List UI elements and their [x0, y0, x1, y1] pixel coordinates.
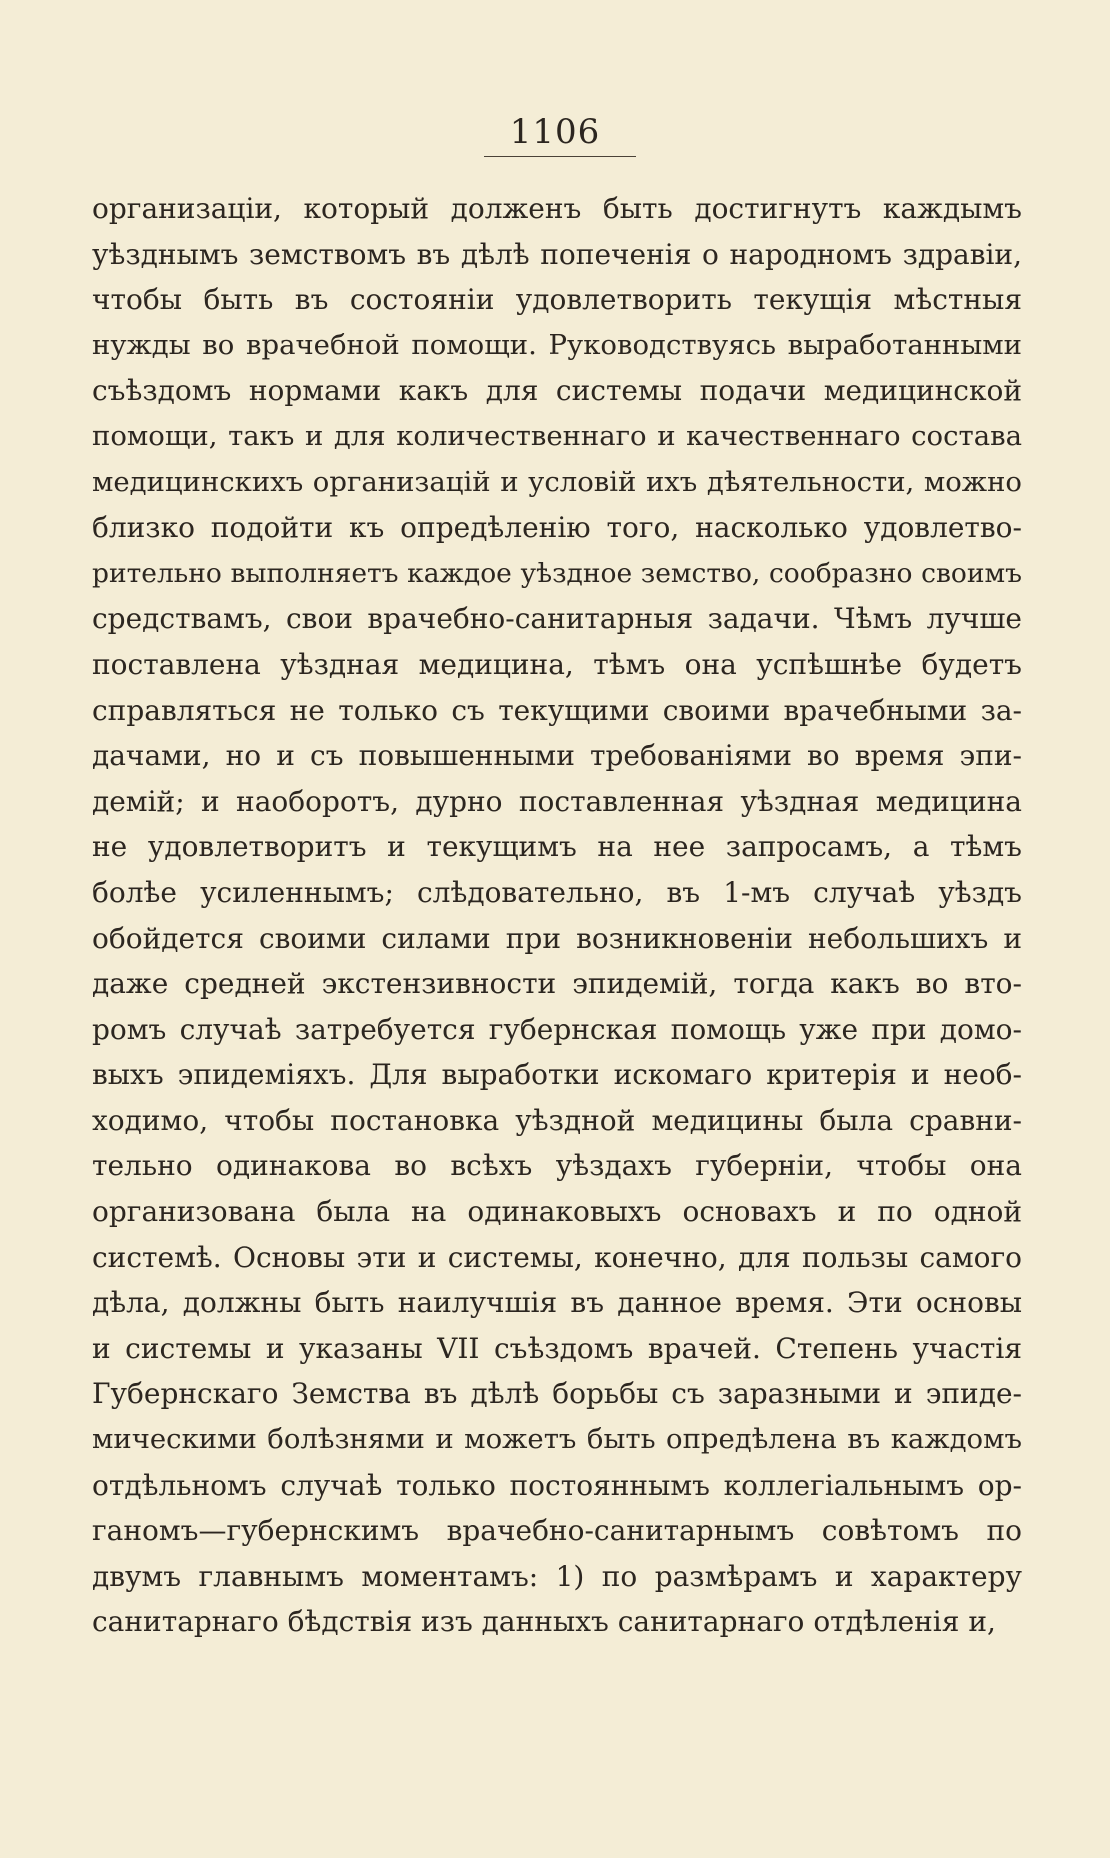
text-line: ганомъ—губернскимъ врачебно-санитарнымъ совѣтомъ по: [92, 1514, 1022, 1548]
text-line: выхъ эпидеміяхъ. Для выработки искомаго критерія и необ-: [92, 1058, 1022, 1092]
text-line: даже средней экстензивности эпидемій, тогда какъ во вто-: [92, 967, 1022, 1001]
text-line: и системы и указаны VII съѣздомъ врачей. Степень участія: [92, 1331, 1022, 1365]
text-line: ромъ случаѣ затребуется губернская помощь уже при домо-: [92, 1012, 1022, 1046]
text-line: дачами, но и съ повышенными требованіями во время эпи-: [92, 739, 1022, 773]
body-text: [92, 186, 1022, 1645]
text-line: помощи, такъ и для количественнаго и качественнаго состава: [92, 419, 1022, 452]
text-line: болѣе усиленнымъ; слѣдовательно, въ 1-мъ случаѣ уѣздъ: [92, 875, 1022, 909]
text-line: средствамъ, свои врачебно-санитарныя задачи. Чѣмъ лучше: [92, 602, 1022, 636]
text-line: чтобы быть въ состояніи удовлетворить текущія мѣстныя: [92, 283, 1022, 317]
text-line: организована была на одинаковыхъ основахъ и по одной: [92, 1195, 1022, 1229]
text-line: мическими болѣзнями и можетъ быть опредѣлена въ каждомъ: [92, 1423, 1022, 1456]
text-line: двумъ главнымъ моментамъ: 1) по размѣрамъ и характеру: [92, 1559, 1022, 1593]
text-line: демій; и наоборотъ, дурно поставленная уѣздная медицина: [92, 784, 1022, 818]
text-line: уѣзднымъ земствомъ въ дѣлѣ попеченія о народномъ здравіи,: [92, 237, 1022, 271]
text-line: рительно выполняетъ каждое уѣздное земство, сообразно своимъ: [92, 557, 1022, 589]
text-line: близко подойти къ опредѣленію того, насколько удовлетво-: [92, 511, 1022, 545]
text-line: не удовлетворитъ и текущимъ на нее запросамъ, а тѣмъ: [92, 830, 1022, 864]
text-line: санитарнаго бѣдствія изъ данныхъ санитарнаго отдѣленія и,: [92, 1605, 996, 1639]
page-number: 1106: [509, 112, 601, 152]
text-line: дѣла, должны быть наилучшія въ данное время. Эти основы: [92, 1286, 1022, 1320]
text-line: поставлена уѣздная медицина, тѣмъ она успѣшнѣе будетъ: [92, 647, 1022, 681]
text-line: отдѣльномъ случаѣ только постояннымъ коллегіальнымъ ор-: [92, 1468, 1022, 1502]
text-line: нужды во врачебной помощи. Руководствуясь выработанными: [92, 328, 1022, 361]
text-line: ходимо, чтобы постановка уѣздной медицины была сравни-: [92, 1103, 1022, 1137]
text-line: обойдется своими силами при возникновеніи небольшихъ и: [92, 921, 1022, 955]
text-line: съѣздомъ нормами какъ для системы подачи медицинской: [92, 374, 1022, 408]
text-line: тельно одинакова во всѣхъ уѣздахъ губерніи, чтобы она: [92, 1149, 1022, 1183]
page-number-rule: [484, 156, 636, 157]
text-line: справляться не только съ текущими своими врачебными за-: [92, 693, 1022, 727]
text-line: Губернскаго Земства въ дѣлѣ борьбы съ заразными и эпиде-: [92, 1377, 1022, 1411]
text-line: системѣ. Основы эти и системы, конечно, для пользы самого: [92, 1240, 1022, 1274]
text-line: медицинскихъ организацій и условій ихъ дѣятельности, можно: [92, 465, 1022, 498]
text-line: организаціи, который долженъ быть достигнутъ каждымъ: [92, 192, 1022, 225]
